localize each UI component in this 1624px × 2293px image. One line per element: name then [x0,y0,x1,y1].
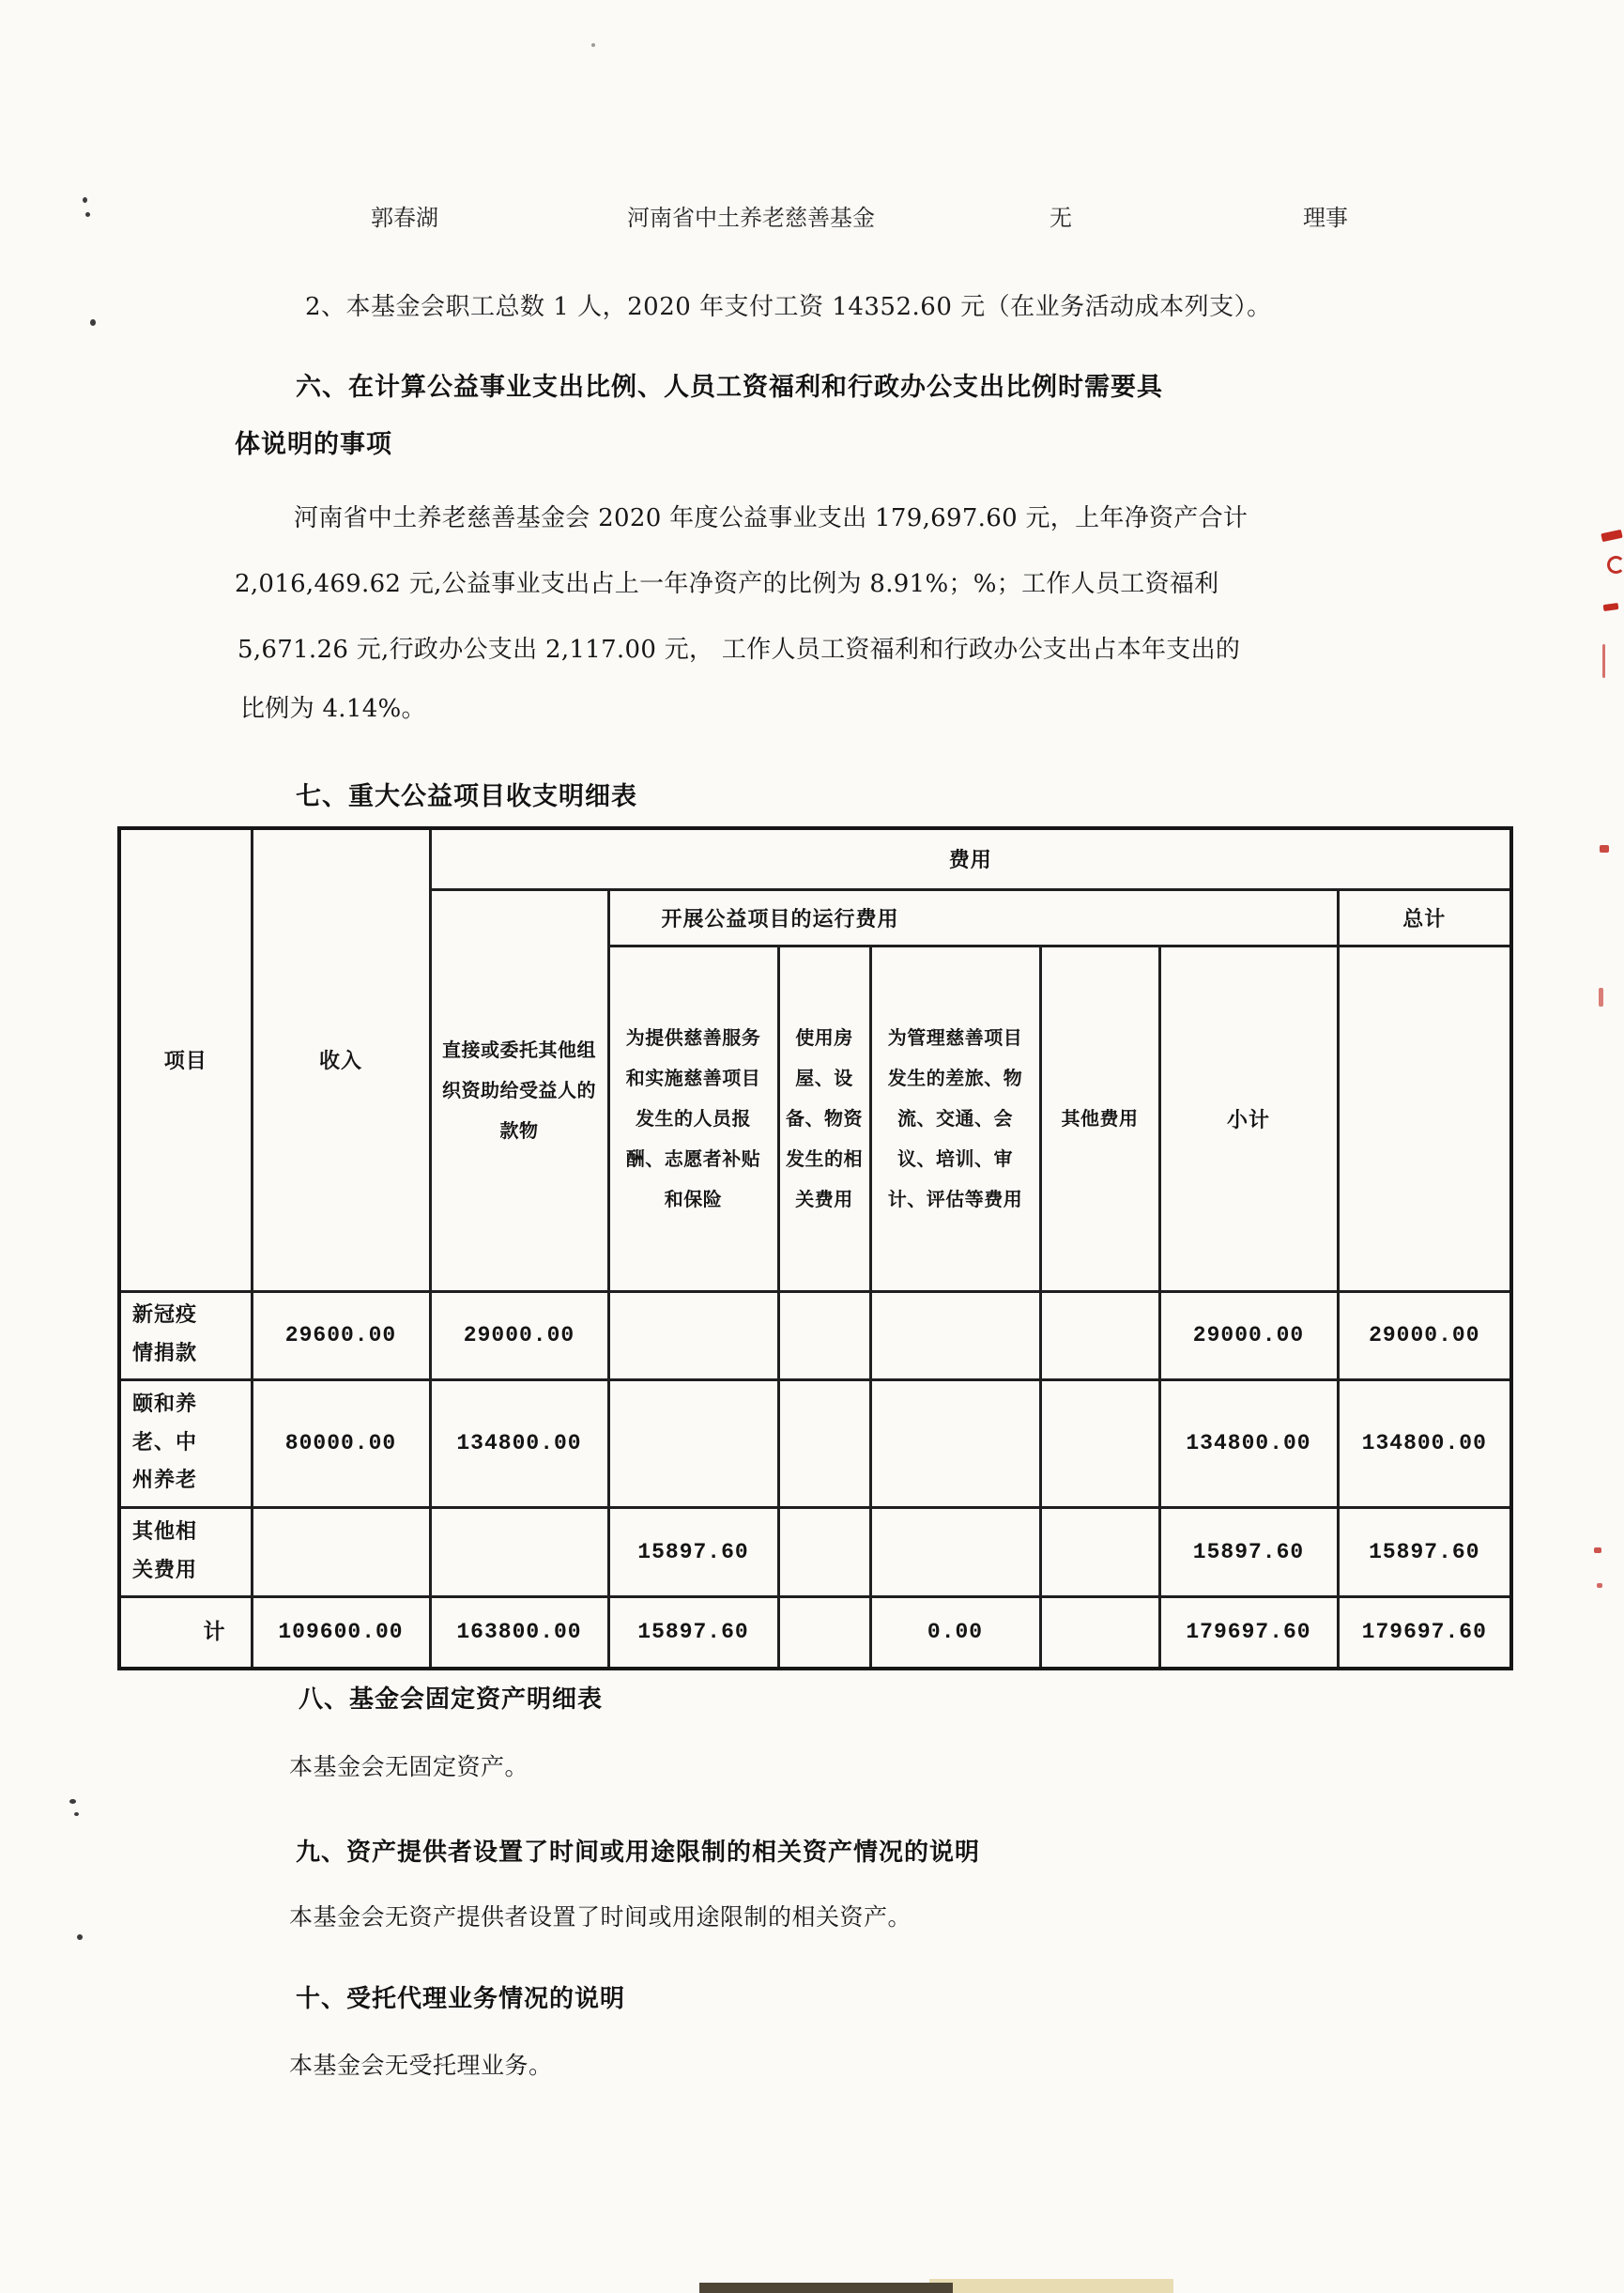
section6-paragraph-line1: 河南省中土养老慈善基金会 2020 年度公益事业支出 179,697.60 元，上年净资产合计 [294,504,1249,532]
scan-speck-5 [74,1812,79,1816]
section10-heading: 十、受托代理业务情况的说明 [296,1985,626,2013]
scan-speck-2 [85,212,90,217]
row3-premises [778,1507,870,1596]
scan-speck-6 [77,1934,83,1940]
section8-heading: 八、基金会固定资产明细表 [299,1685,604,1714]
section6-heading-line2: 体说明的事项 [235,430,392,459]
header-subtotal: 小计 [1159,946,1338,1291]
section6-paragraph-line3: 5,671.26 元,行政办公支出 2,117.00 元， 工作人员工资福利和行政办公支出占本年支出的 [237,636,1241,664]
row1-total: 29000.00 [1338,1291,1511,1379]
row3-management [870,1507,1040,1596]
row3-subtotal: 15897.60 [1159,1507,1338,1596]
row4-direct: 163800.00 [430,1596,608,1669]
row2-management [870,1379,1040,1507]
red-mark-3 [1603,603,1619,611]
red-mark-5 [1600,845,1609,853]
header-management-costs: 为管理慈善项目发生的差旅、物流、交通、会议、培训、审计、评估等费用 [870,946,1040,1291]
red-mark-7 [1594,1547,1601,1553]
row2-income: 80000.00 [252,1379,430,1507]
row1-service [608,1291,778,1379]
staff-count-line: 2、本基金会职工总数 1 人，2020 年支付工资 14352.60 元（在业务活动成本列支）。 [305,293,1272,321]
table-row-elder-care [119,1379,1511,1507]
row4-project: 计 [119,1596,252,1669]
row4-premises [778,1596,870,1669]
bottom-edge-shadow [699,2283,953,2293]
row1-other [1040,1291,1159,1379]
section8-body: 本基金会无固定资产。 [289,1753,529,1780]
red-mark-8 [1597,1583,1602,1588]
table-row-other-costs [119,1507,1511,1596]
header-grand-total-spacer [1338,946,1511,1291]
row1-income: 29600.00 [252,1291,430,1379]
header-other-costs: 其他费用 [1040,946,1159,1291]
row2-other [1040,1379,1159,1507]
scan-speck-1 [83,197,87,203]
row1-management [870,1291,1040,1379]
row2-subtotal: 134800.00 [1159,1379,1338,1507]
row3-service: 15897.60 [608,1507,778,1596]
row2-premises [778,1379,870,1507]
row1-subtotal: 29000.00 [1159,1291,1338,1379]
row3-income [252,1507,430,1596]
row1-premises [778,1291,870,1379]
row3-direct [430,1507,608,1596]
scan-speck-3 [90,319,96,326]
board-member-name: 郭春湖 [371,205,438,231]
board-member-field3: 无 [1049,205,1072,231]
row1-project: 新冠疫情捐款 [119,1291,252,1379]
header-direct-funding: 直接或委托其他组织资助给受益人的款物 [430,889,608,1291]
row2-service [608,1379,778,1507]
board-member-title: 理事 [1303,205,1348,231]
section9-heading: 九、资产提供者设置了时间或用途限制的相关资产情况的说明 [296,1839,981,1867]
public-welfare-project-table [117,826,1513,1670]
red-mark-6 [1599,988,1603,1007]
header-premises-costs: 使用房屋、设备、物资发生的相关费用 [778,946,870,1291]
header-project: 项目 [119,828,252,1291]
row4-other [1040,1596,1159,1669]
section10-body: 本基金会无受托理业务。 [289,2052,553,2079]
row2-direct: 134800.00 [430,1379,608,1507]
scan-speck-7 [591,43,595,47]
row2-total: 134800.00 [1338,1379,1511,1507]
header-grand-total: 总计 [1338,889,1511,946]
header-income: 收入 [252,828,430,1291]
row4-subtotal: 179697.60 [1159,1596,1338,1669]
row3-project: 其他相关费用 [119,1507,252,1596]
section6-paragraph-line4: 比例为 4.14%。 [240,695,426,723]
table-row-sum [119,1596,1511,1669]
row4-service: 15897.60 [608,1596,778,1669]
row3-other [1040,1507,1159,1596]
section6-paragraph-line2: 2,016,469.62 元,公益事业支出占上一年净资产的比例为 8.91%；%；工作人员工资福利 [235,570,1219,598]
red-mark-2 [1607,556,1624,574]
header-operating-costs: 开展公益项目的运行费用 [608,889,1338,946]
row2-project: 颐和养老、中州养老 [119,1379,252,1507]
row4-management: 0.00 [870,1596,1040,1669]
red-mark-1 [1601,530,1622,542]
section9-body: 本基金会无资产提供者设置了时间或用途限制的相关资产。 [289,1903,912,1931]
table-row-covid-donation [119,1291,1511,1379]
row4-total: 179697.60 [1338,1596,1511,1669]
table-header-row-1 [119,828,1511,889]
red-mark-4 [1602,644,1605,678]
row3-total: 15897.60 [1338,1507,1511,1596]
section6-heading-line1: 六、在计算公益事业支出比例、人员工资福利和行政办公支出比例时需要具 [296,373,1163,402]
row4-income: 109600.00 [252,1596,430,1669]
header-service-costs: 为提供慈善服务和实施慈善项目发生的人员报酬、志愿者补贴和保险 [608,946,778,1291]
bottom-edge-smudge [929,2279,1173,2293]
scan-speck-4 [69,1799,76,1804]
section7-heading: 七、重大公益项目收支明细表 [296,782,637,811]
row1-direct: 29000.00 [430,1291,608,1379]
header-fee: 费用 [430,828,1511,889]
board-member-organization: 河南省中土养老慈善基金 [627,205,875,231]
